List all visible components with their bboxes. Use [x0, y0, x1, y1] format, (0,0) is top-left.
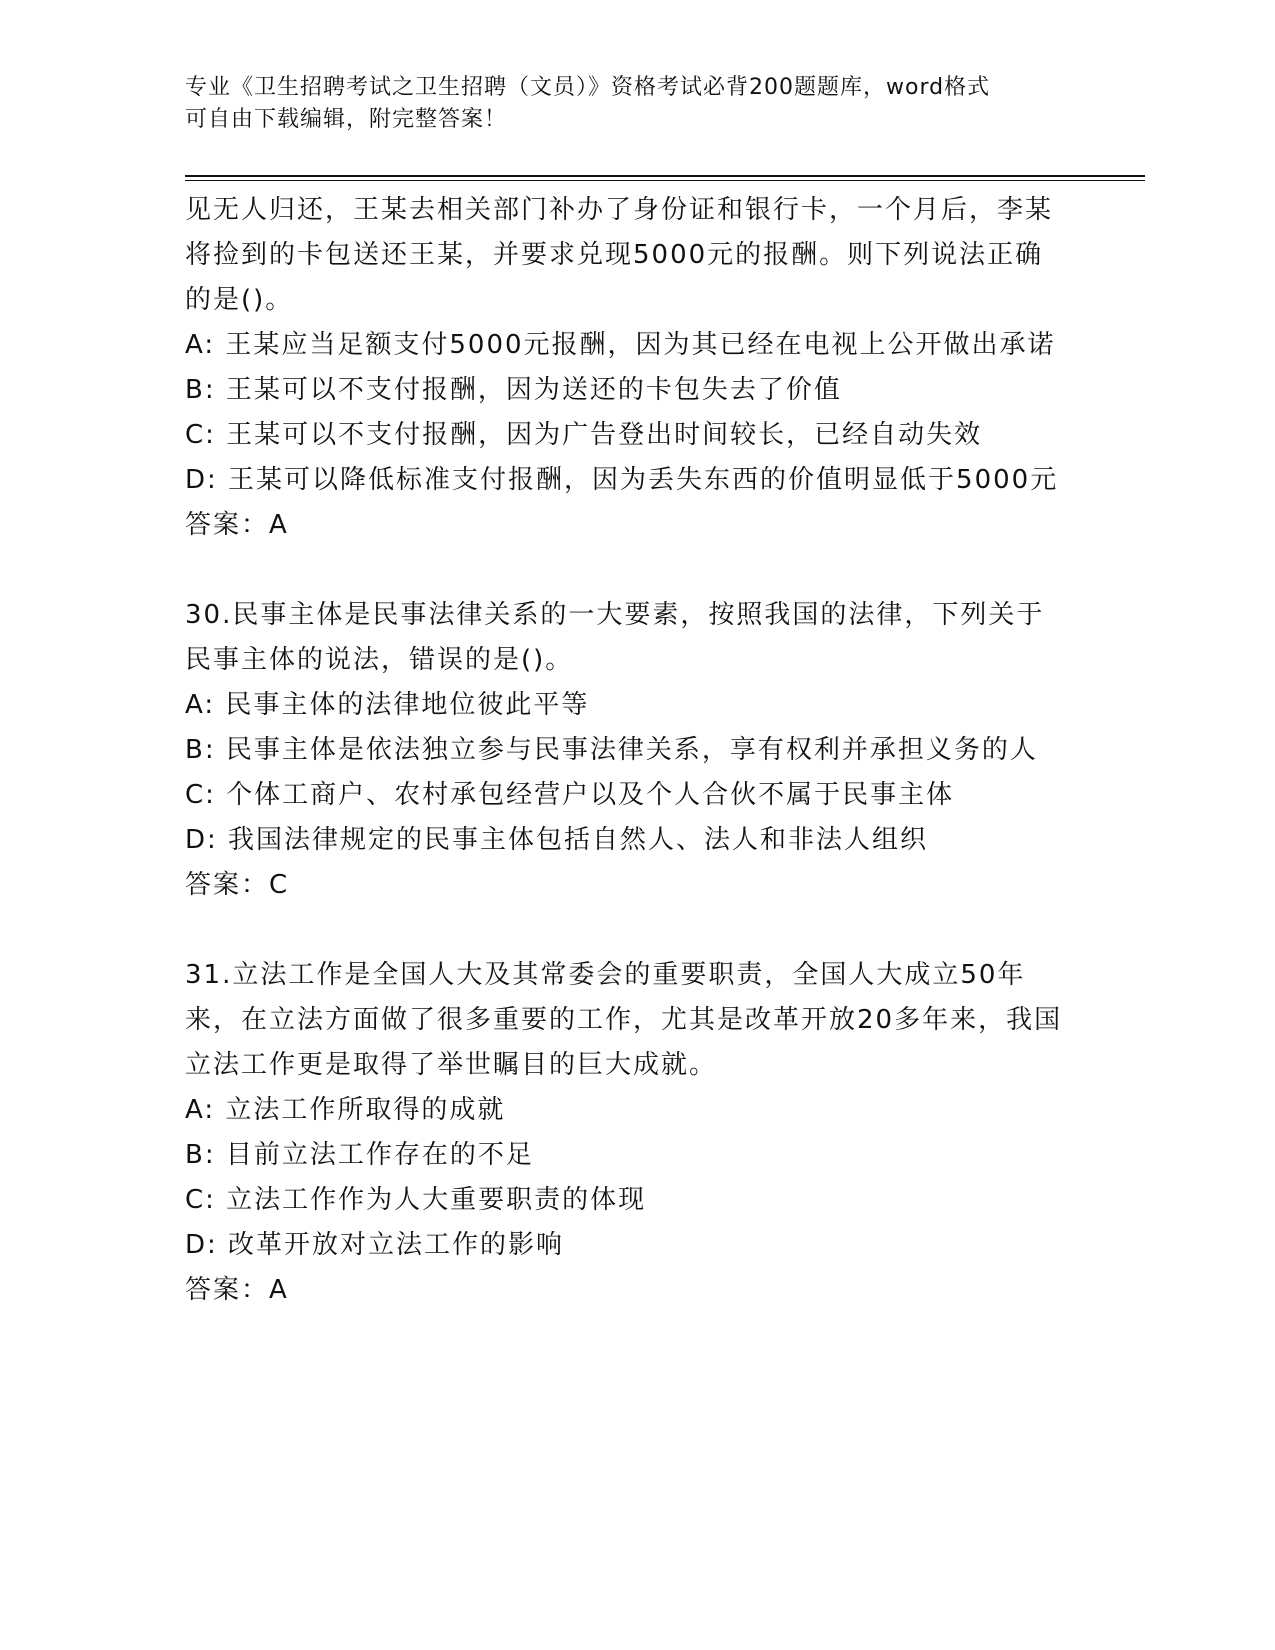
option-a: A: 立法工作所取得的成就 — [185, 1095, 506, 1125]
question-text: 31.立法工作是全国人大及其常委会的重要职责，全国人大成立50年来，在立法方面做了很多重要的工作，尤其是改革开放20多年来，我国立法工作更是取得了举世瞩目的巨大成就。 — [185, 960, 1063, 1080]
spacer — [185, 908, 1065, 953]
option-b: B: 目前立法工作存在的不足 — [185, 1140, 534, 1170]
spacer — [185, 548, 1065, 593]
option-d: D: 王某可以降低标准支付报酬，因为丢失东西的价值明显低于5000元 — [185, 465, 1059, 495]
question-30 — [185, 593, 1065, 908]
header-line-1: 专业《卫生招聘考试之卫生招聘（文员）》资格考试必背200题题库，word格式 — [185, 75, 991, 100]
option-d: D: 改革开放对立法工作的影响 — [185, 1230, 565, 1260]
option-c: C: 立法工作作为人大重要职责的体现 — [185, 1185, 647, 1215]
page-header — [185, 72, 1085, 136]
answer-line: 答案：A — [185, 510, 289, 540]
question-text: 30.民事主体是民事法律关系的一大要素，按照我国的法律，下列关于民事主体的说法，错误的是()。 — [185, 600, 1045, 675]
continued-question — [185, 188, 1065, 548]
option-c: C: 王某可以不支付报酬，因为广告登出时间较长，已经自动失效 — [185, 420, 983, 450]
answer-line: 答案：C — [185, 870, 290, 900]
answer-line: 答案：A — [185, 1275, 289, 1305]
option-a: A: 民事主体的法律地位彼此平等 — [185, 690, 590, 720]
option-a: A: 王某应当足额支付5000元报酬，因为其已经在电视上公开做出承诺 — [185, 330, 1056, 360]
option-b: B: 民事主体是依法独立参与民事法律关系，享有权利并承担义务的人 — [185, 735, 1038, 765]
question-31 — [185, 953, 1065, 1313]
option-b: B: 王某可以不支付报酬，因为送还的卡包失去了价值 — [185, 375, 842, 405]
document-body — [185, 188, 1065, 1313]
option-c: C: 个体工商户、农村承包经营户以及个人合伙不属于民事主体 — [185, 780, 955, 810]
header-line-2: 可自由下载编辑，附完整答案！ — [185, 107, 508, 132]
option-d: D: 我国法律规定的民事主体包括自然人、法人和非法人组织 — [185, 825, 929, 855]
question-text: 见无人归还，王某去相关部门补办了身份证和银行卡，一个月后，李某将捡到的卡包送还王某，并要求兑现5000元的报酬。则下列说法正确的是()。 — [185, 195, 1054, 315]
header-divider — [185, 175, 1145, 181]
